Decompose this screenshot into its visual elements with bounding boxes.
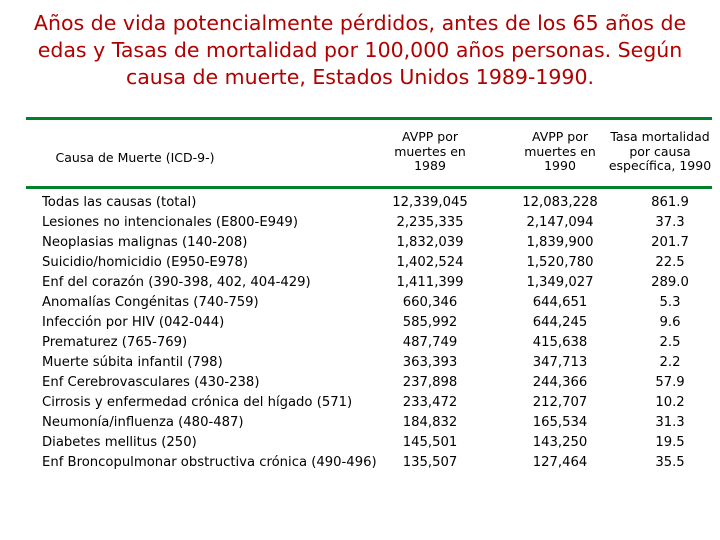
- header-avpp-1989: [380, 130, 480, 174]
- table-cell-tasa: 10.2: [655, 395, 685, 410]
- table-cell-avpp-1990: 127,464: [532, 455, 588, 470]
- cause-column: [42, 193, 377, 473]
- table-row-cause: Neumonía/influenza (480-487): [42, 415, 244, 430]
- header-avpp-1989-line: muertes en: [394, 143, 466, 159]
- table-cell-avpp-1989: 363,393: [402, 355, 458, 370]
- table-cell-avpp-1990: 644,651: [532, 295, 588, 310]
- table-row-cause: Cirrosis y enfermedad crónica del hígado (571): [42, 395, 353, 410]
- table-cell-avpp-1989: 487,749: [402, 335, 458, 350]
- table-cell-avpp-1990: 12,083,228: [522, 195, 598, 210]
- table-cell-avpp-1990: 644,245: [532, 315, 588, 330]
- table-cell-avpp-1990: 1,839,900: [526, 235, 594, 250]
- header-avpp-1990-line: muertes en: [524, 143, 596, 159]
- header-tasa-line: específica, 1990: [608, 158, 712, 173]
- table-cell-tasa: 861.9: [651, 195, 689, 210]
- table-row-cause: Enf Broncopulmonar obstructiva crónica (490-496): [42, 455, 377, 470]
- avpp-1989-column: [380, 193, 480, 473]
- table-cell-avpp-1989: 184,832: [402, 415, 458, 430]
- table-row-cause: Enf Cerebrovasculares (430-238): [42, 375, 260, 390]
- table-cell-tasa: 2.5: [659, 335, 681, 350]
- table-row-cause: Infección por HIV (042-044): [42, 315, 225, 330]
- tasa-column: [630, 193, 710, 473]
- table-cell-avpp-1989: 1,402,524: [396, 255, 464, 270]
- table-cell-tasa: 57.9: [655, 375, 685, 390]
- header-tasa: [604, 130, 716, 174]
- table-cell-tasa: 37.3: [655, 215, 685, 230]
- header-avpp-1990-line: 1990: [544, 158, 576, 173]
- table-row-cause: Suicidio/homicidio (E950-E978): [42, 255, 249, 270]
- header-cause: [30, 151, 240, 166]
- table-cell-avpp-1990: 2,147,094: [526, 215, 594, 230]
- table-row-cause: Anomalías Congénitas (740-759): [42, 295, 259, 310]
- table-cell-avpp-1990: 1,520,780: [526, 255, 594, 270]
- table-cell-avpp-1989: 237,898: [402, 375, 458, 390]
- header-tasa-line: por causa: [629, 143, 691, 159]
- table-cell-tasa: 9.6: [659, 315, 681, 330]
- table-cell-avpp-1990: 165,534: [532, 415, 588, 430]
- table-cell-tasa: 35.5: [655, 455, 685, 470]
- table-cell-avpp-1989: 1,411,399: [396, 275, 464, 290]
- table-cell-tasa: 19.5: [655, 435, 685, 450]
- table-cell-avpp-1989: 12,339,045: [392, 195, 468, 210]
- header-cause-label: Causa de Muerte (ICD-9-): [55, 150, 215, 165]
- table-row-cause: Neoplasias malignas (140-208): [42, 235, 248, 250]
- table-cell-tasa: 201.7: [651, 235, 689, 250]
- table-cell-avpp-1989: 660,346: [402, 295, 458, 310]
- header-avpp-1990: [510, 130, 610, 174]
- table-row-cause: Muerte súbita infantil (798): [42, 355, 223, 370]
- avpp-1990-column: [510, 193, 610, 473]
- table-cell-avpp-1990: 415,638: [532, 335, 588, 350]
- table-row-cause: Diabetes mellitus (250): [42, 435, 197, 450]
- title-line-1: Años de vida potencialmente pérdidos, antes de los 65 años de: [33, 11, 687, 35]
- header-avpp-1989-line: AVPP por: [401, 129, 459, 144]
- table-cell-avpp-1989: 2,235,335: [396, 215, 464, 230]
- table-cell-tasa: 289.0: [651, 275, 689, 290]
- header-divider: [26, 186, 712, 189]
- table-row-cause: Lesiones no intencionales (E800-E949): [42, 215, 298, 230]
- table-row-cause: Todas las causas (total): [42, 195, 197, 210]
- header-avpp-1990-line: AVPP por: [531, 129, 589, 144]
- table-cell-avpp-1990: 1,349,027: [526, 275, 594, 290]
- table-cell-avpp-1989: 135,507: [402, 455, 458, 470]
- table-cell-avpp-1989: 145,501: [402, 435, 458, 450]
- table-cell-avpp-1989: 1,832,039: [396, 235, 464, 250]
- table-row-cause: Enf del corazón (390-398, 402, 404-429): [42, 275, 311, 290]
- title-line-2: edas y Tasas de mortalidad por 100,000 años personas. Según: [37, 38, 683, 62]
- table-cell-avpp-1990: 347,713: [532, 355, 588, 370]
- table-cell-tasa: 2.2: [659, 355, 681, 370]
- table-cell-tasa: 5.3: [659, 295, 681, 310]
- table-row-cause: Prematurez (765-769): [42, 335, 188, 350]
- table-cell-avpp-1990: 244,366: [532, 375, 588, 390]
- top-divider: [26, 117, 712, 120]
- table-cell-avpp-1990: 212,707: [532, 395, 588, 410]
- title-line-3: causa de muerte, Estados Unidos 1989-1990.: [125, 65, 595, 89]
- table-cell-avpp-1990: 143,250: [532, 435, 588, 450]
- table-cell-tasa: 31.3: [655, 415, 685, 430]
- table-cell-tasa: 22.5: [655, 255, 685, 270]
- header-tasa-line: Tasa mortalidad: [610, 129, 710, 144]
- table-cell-avpp-1989: 233,472: [402, 395, 458, 410]
- table-cell-avpp-1989: 585,992: [402, 315, 458, 330]
- header-avpp-1989-line: 1989: [414, 158, 446, 173]
- slide-title: [0, 10, 720, 91]
